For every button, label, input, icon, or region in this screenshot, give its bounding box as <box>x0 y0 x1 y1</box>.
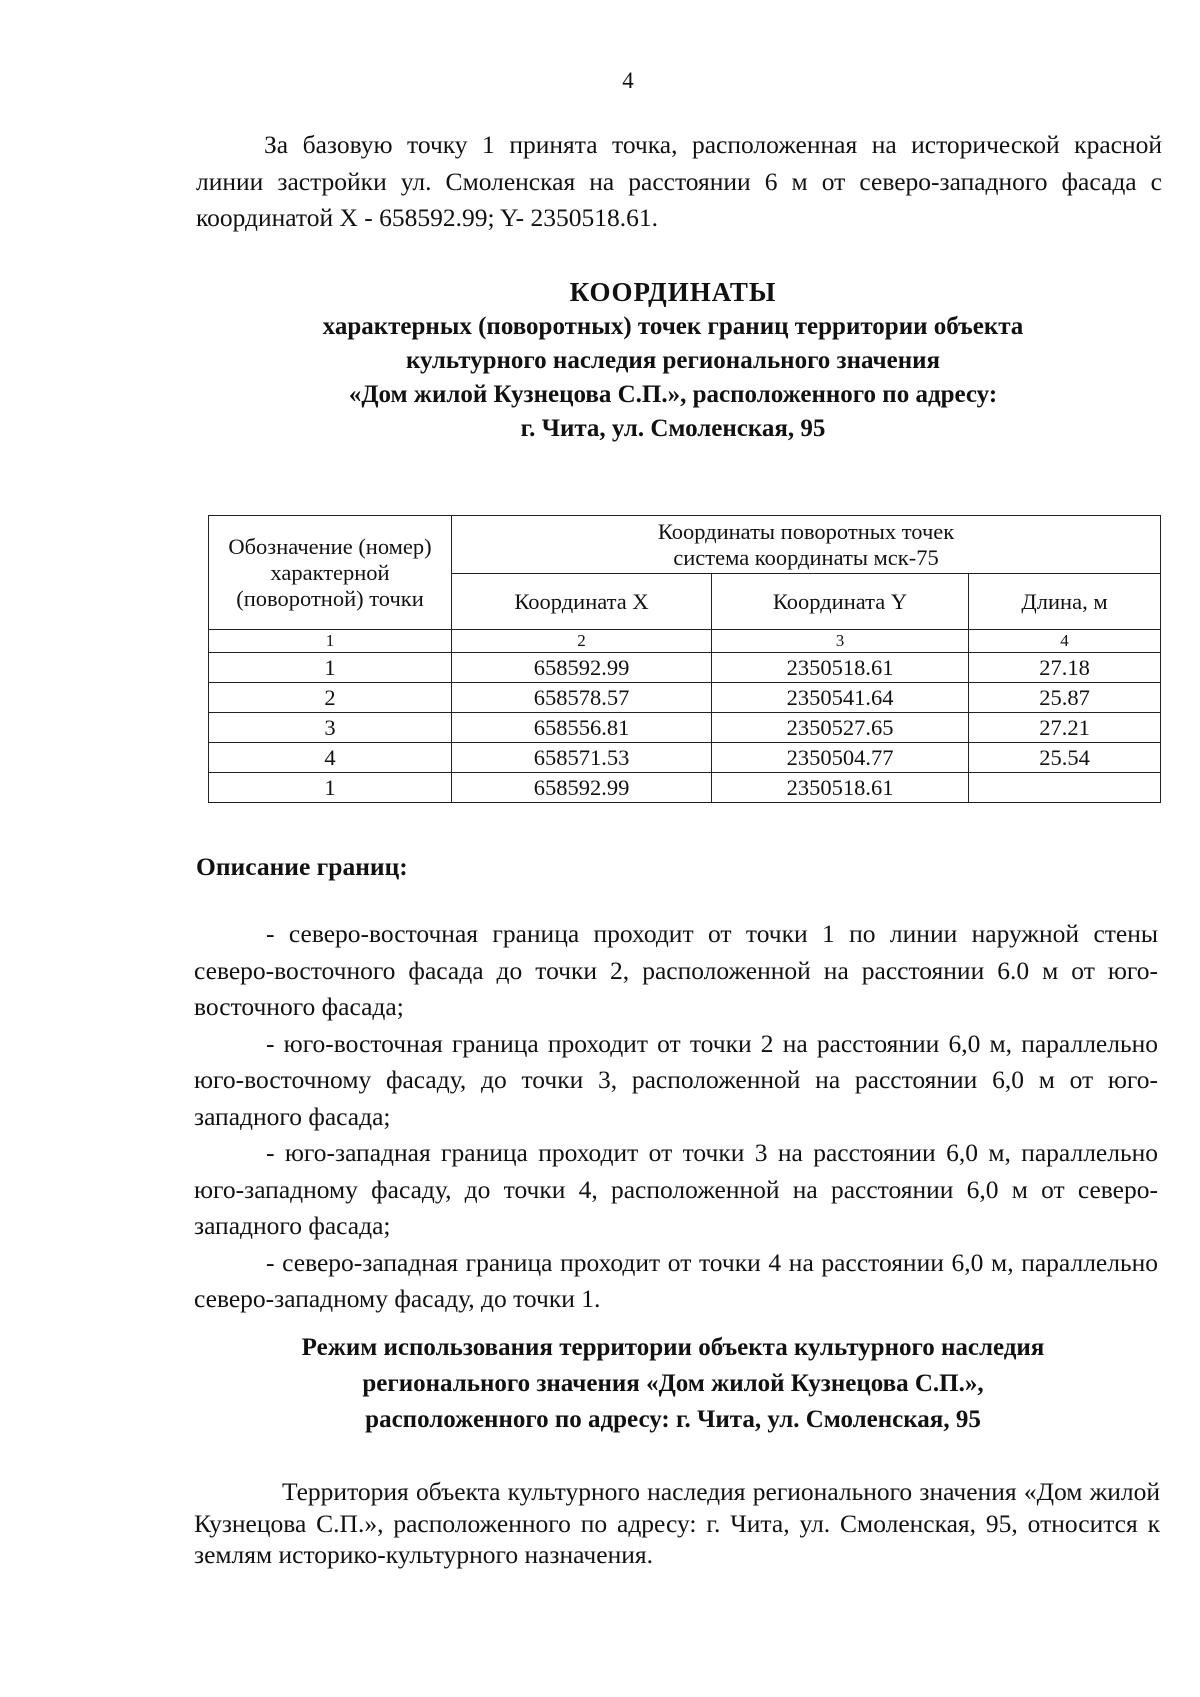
header-length: Длина, м <box>969 574 1161 630</box>
cell-y: 2350541.64 <box>712 683 969 713</box>
column-number: 2 <box>452 630 712 653</box>
regime-line-3: расположенного по адресу: г. Чита, ул. Смоленская, 95 <box>365 1406 981 1433</box>
cell-x: 658578.57 <box>452 683 712 713</box>
border-item-southwest: - юго-западная граница проходит от точки 3 на расстоянии 6,0 м, параллельно юго-западному фасаду, до точки 4, расположенной на расстоянии 6,0 м от северо-западного фасада; <box>194 1138 1158 1240</box>
border-item-southeast: - юго-восточная граница проходит от точки 2 на расстоянии 6,0 м, параллельно юго-восточному фасаду, до точки 3, расположенной на расстоянии 6,0 м от юго-западного фасада; <box>194 1028 1158 1131</box>
cell-length: 27.21 <box>969 713 1161 743</box>
table-row <box>209 683 1161 713</box>
heading-line-2: культурного наследия регионального значения <box>405 347 941 374</box>
cell-x: 658592.99 <box>452 773 712 803</box>
cell-length: 25.87 <box>969 683 1161 713</box>
cell-point: 3 <box>209 713 452 743</box>
cell-y: 2350527.65 <box>712 713 969 743</box>
column-number: 4 <box>969 630 1161 653</box>
cell-y: 2350518.61 <box>712 653 969 683</box>
cell-length <box>969 773 1161 803</box>
coordinates-heading <box>0 274 1200 446</box>
cell-point: 4 <box>209 743 452 773</box>
coordinates-table <box>208 515 1161 803</box>
header-y: Координата Y <box>712 574 969 630</box>
regime-line-1: Режим использования территории объекта культурного наследия <box>301 1334 1045 1361</box>
header-group-line-1: Координаты поворотных точек <box>657 518 955 544</box>
table-row <box>209 773 1161 803</box>
column-number: 1 <box>209 630 452 653</box>
intro-paragraph: За базовую точку 1 принята точка, расположенная на исторической красной линии застройки ул. Смоленская на расстоянии 6 м от северо-западного фасада с координатой X - 658592.99; Y- 2350518.61. <box>196 130 1162 232</box>
border-item-northwest: - северо-западная граница проходит от точки 4 на расстоянии 6,0 м, параллельно северо-западному фасаду, до точки 1. <box>194 1247 1158 1313</box>
cell-x: 658556.81 <box>452 713 712 743</box>
regime-line-2: регионального значения «Дом жилой Кузнецова С.П.», <box>362 1370 984 1397</box>
cell-point: 1 <box>209 653 452 683</box>
heading-line-3: «Дом жилой Кузнецова С.П.», расположенного по адресу: <box>348 381 998 408</box>
header-coordinates-group <box>452 516 1161 574</box>
header-point-designation: Обозначение (номер) характерной (поворотной) точки <box>209 516 452 630</box>
border-item-northeast: - северо-восточная граница проходит от точки 1 по линии наружной стены северо-восточного фасада до точки 2, расположенной на расстоянии 6.0 м от юго-восточного фасада; <box>194 919 1158 1021</box>
usage-regime-heading <box>0 1330 1200 1438</box>
cell-y: 2350518.61 <box>712 773 969 803</box>
borders-description-title: Описание границ: <box>196 852 408 881</box>
heading-line-1: характерных (поворотных) точек границ территории объекта <box>322 313 1024 340</box>
cell-x: 658571.53 <box>452 743 712 773</box>
borders-description-list <box>194 916 1158 1318</box>
header-group-line-2: система координаты мск-75 <box>673 544 939 570</box>
heading-title: КООРДИНАТЫ <box>569 277 777 307</box>
cell-point: 2 <box>209 683 452 713</box>
header-x: Координата X <box>452 574 712 630</box>
column-number: 3 <box>712 630 969 653</box>
cell-y: 2350504.77 <box>712 743 969 773</box>
cell-x: 658592.99 <box>452 653 712 683</box>
cell-length: 27.18 <box>969 653 1161 683</box>
table-row <box>209 713 1161 743</box>
cell-length: 25.54 <box>969 743 1161 773</box>
table-row <box>209 653 1161 683</box>
cell-point: 1 <box>209 773 452 803</box>
page-number: 4 <box>622 68 634 93</box>
table-row <box>209 743 1161 773</box>
heading-line-4: г. Чита, ул. Смоленская, 95 <box>520 415 826 442</box>
territory-paragraph: Территория объекта культурного наследия регионального значения «Дом жилой Кузнецова С.П.», расположенного по адресу: г. Чита, ул. Смоленская, 95, относится к землям историко-культурного назначения. <box>194 1477 1160 1569</box>
